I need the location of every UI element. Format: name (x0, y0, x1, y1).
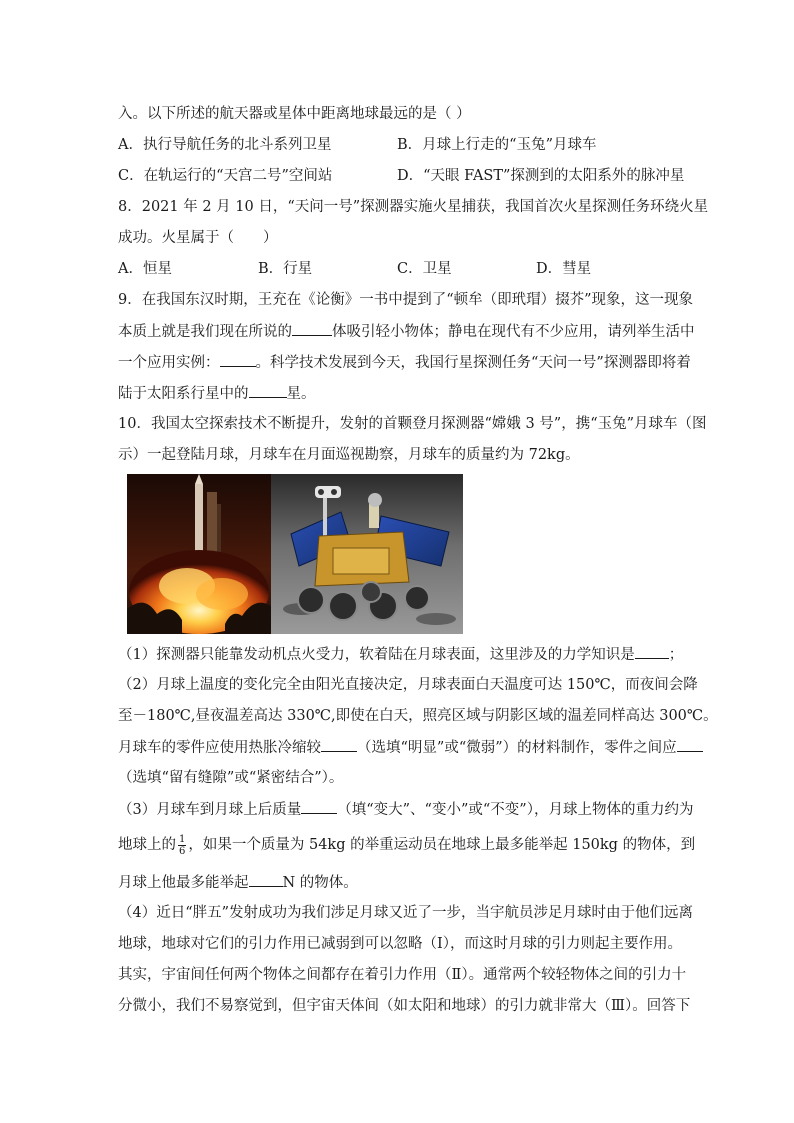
q10-part4-line-3: 其实，宇宙间任何两个物体之间都存在着引力作用（Ⅱ）。通常两个较轻物体之间的引力十 (118, 967, 687, 983)
q10-part2-line-4: （选填“留有缝隙”或“紧密结合”）。 (118, 770, 344, 786)
fraction-numerator: 1 (179, 833, 186, 845)
q7-option-a: A．执行导航任务的北斗系列卫星 (118, 137, 332, 153)
q10-part4-line-1: （4）近日“胖五”发射成功为我们涉足月球又近了一步，当宇航员涉足月球时由于他们远离 (118, 905, 694, 921)
q7-stem: 入。以下所述的航天器或星体中距离地球最远的是（ ） (118, 106, 471, 122)
q9-line-4-text-b: 星。 (286, 386, 316, 402)
answer-blank[interactable] (249, 383, 287, 398)
q10-part1-text-b: ； (668, 647, 684, 663)
q9-line-1: 9．在我国东汉时期，王充在《论衡》一书中提到了“顿牟（即玳瑁）掇芥”现象，这一现象 (118, 292, 694, 308)
q9-line-2-text-a: 本质上就是我们现在所说的 (118, 324, 292, 340)
answer-blank[interactable] (321, 737, 357, 752)
q10-part3-text-c: 地球上的 (118, 837, 176, 853)
q10-part2-text-b: （选填“明显”或“微弱”）的材料制作，零件之间应 (357, 740, 677, 756)
q7-option-b: B．月球上行走的“玉兔”月球车 (397, 137, 597, 153)
q9-line-4-text-a: 陆于太阳系行星中的 (118, 386, 249, 402)
answer-blank[interactable] (635, 644, 669, 659)
answer-blank[interactable] (249, 872, 283, 887)
answer-blank[interactable] (220, 352, 256, 367)
q9-line-4 (118, 383, 316, 404)
q10-line-2: 示）一起登陆月球，月球车在月面巡视勘察，月球车的质量约为 72kg。 (118, 447, 580, 463)
q8-option-a: A．恒星 (118, 261, 172, 277)
q9-line-3-text-b: 。科学技术发展到今天，我国行星探测任务“天问一号”探测器即将着 (255, 355, 691, 371)
q9-line-3 (118, 352, 691, 373)
q10-part3-text-b: （填“变大”、“变小”或“不变”），月球上物体的重力约为 (337, 802, 694, 818)
q10-part2-line-1: （2）月球上温度的变化完全由阳光直接决定，月球表面白天温度可达 150℃，而夜间会降 (118, 677, 698, 693)
lunar-rover-photo (271, 474, 463, 634)
q8-option-c: C．卫星 (397, 261, 452, 277)
q8-option-d: D．彗星 (536, 261, 592, 277)
q10-line-1: 10．我国太空探索技术不断提升，发射的首颗登月探测器“嫦娥 3 号”，携“玉兔”月球车（图 (118, 416, 707, 432)
q10-part4-line-2: 地球，地球对它们的引力作用已减弱到可以忽略（Ⅰ），而这时月球的引力则起主要作用。 (118, 936, 682, 952)
q10-part2-text-a: 月球车的零件应使用热胀冷缩较 (118, 740, 321, 756)
q10-part1-text-a: （1）探测器只能靠发动机点火受力，软着陆在月球表面，这里涉及的力学知识是 (118, 647, 635, 663)
q8-line-2: 成功。火星属于（ ） (118, 230, 278, 246)
q10-part1 (118, 644, 683, 665)
answer-blank[interactable] (292, 321, 332, 336)
q10-part3-text-a: （3）月球车到月球上后质量 (118, 802, 302, 818)
rocket-launch-photo (127, 474, 271, 634)
q10-part2-line-2: 至－180℃,昼夜温差高达 330℃,即使在白天，照亮区域与阴影区域的温差同样高达 300℃。 (118, 708, 718, 724)
q9-line-2-text-b: 体吸引轻小物体；静电在现代有不少应用，请列举生活中 (332, 324, 695, 340)
q8-option-b: B．行星 (258, 261, 313, 277)
answer-blank[interactable] (301, 799, 337, 814)
q10-part4-line-4: 分微小，我们不易察觉到，但宇宙天体间（如太阳和地球）的引力就非常大（Ⅲ）。回答下 (118, 998, 691, 1014)
q10-part3-line-2 (118, 832, 695, 858)
q10-part3-text-e: 月球上他最多能举起 (118, 875, 249, 891)
q10-part3-text-f: N 的物体。 (282, 875, 358, 891)
q10-part3-line-3 (118, 872, 358, 893)
q10-figure (127, 474, 463, 634)
q8-line-1: 8．2021 年 2 月 10 日，“天问一号”探测器实施火星捕获，我国首次火星探测任务环绕火星 (118, 199, 709, 215)
q7-option-d: D．“天眼 FAST”探测到的太阳系外的脉冲星 (397, 168, 685, 184)
q9-line-3-text-a: 一个应用实例： (118, 355, 220, 371)
q10-part3-text-d: ，如果一个质量为 54kg 的举重运动员在地球上最多能举起 150kg 的物体，到 (188, 837, 696, 853)
q10-part3-line-1 (118, 799, 693, 820)
q9-line-2 (118, 321, 695, 342)
q7-option-c: C．在轨运行的“天宫二号”空间站 (118, 168, 333, 184)
answer-blank[interactable] (677, 737, 703, 752)
fraction-denominator: 6 (179, 845, 186, 857)
q10-part2-line-3 (118, 737, 703, 758)
one-sixth-fraction (178, 834, 186, 857)
